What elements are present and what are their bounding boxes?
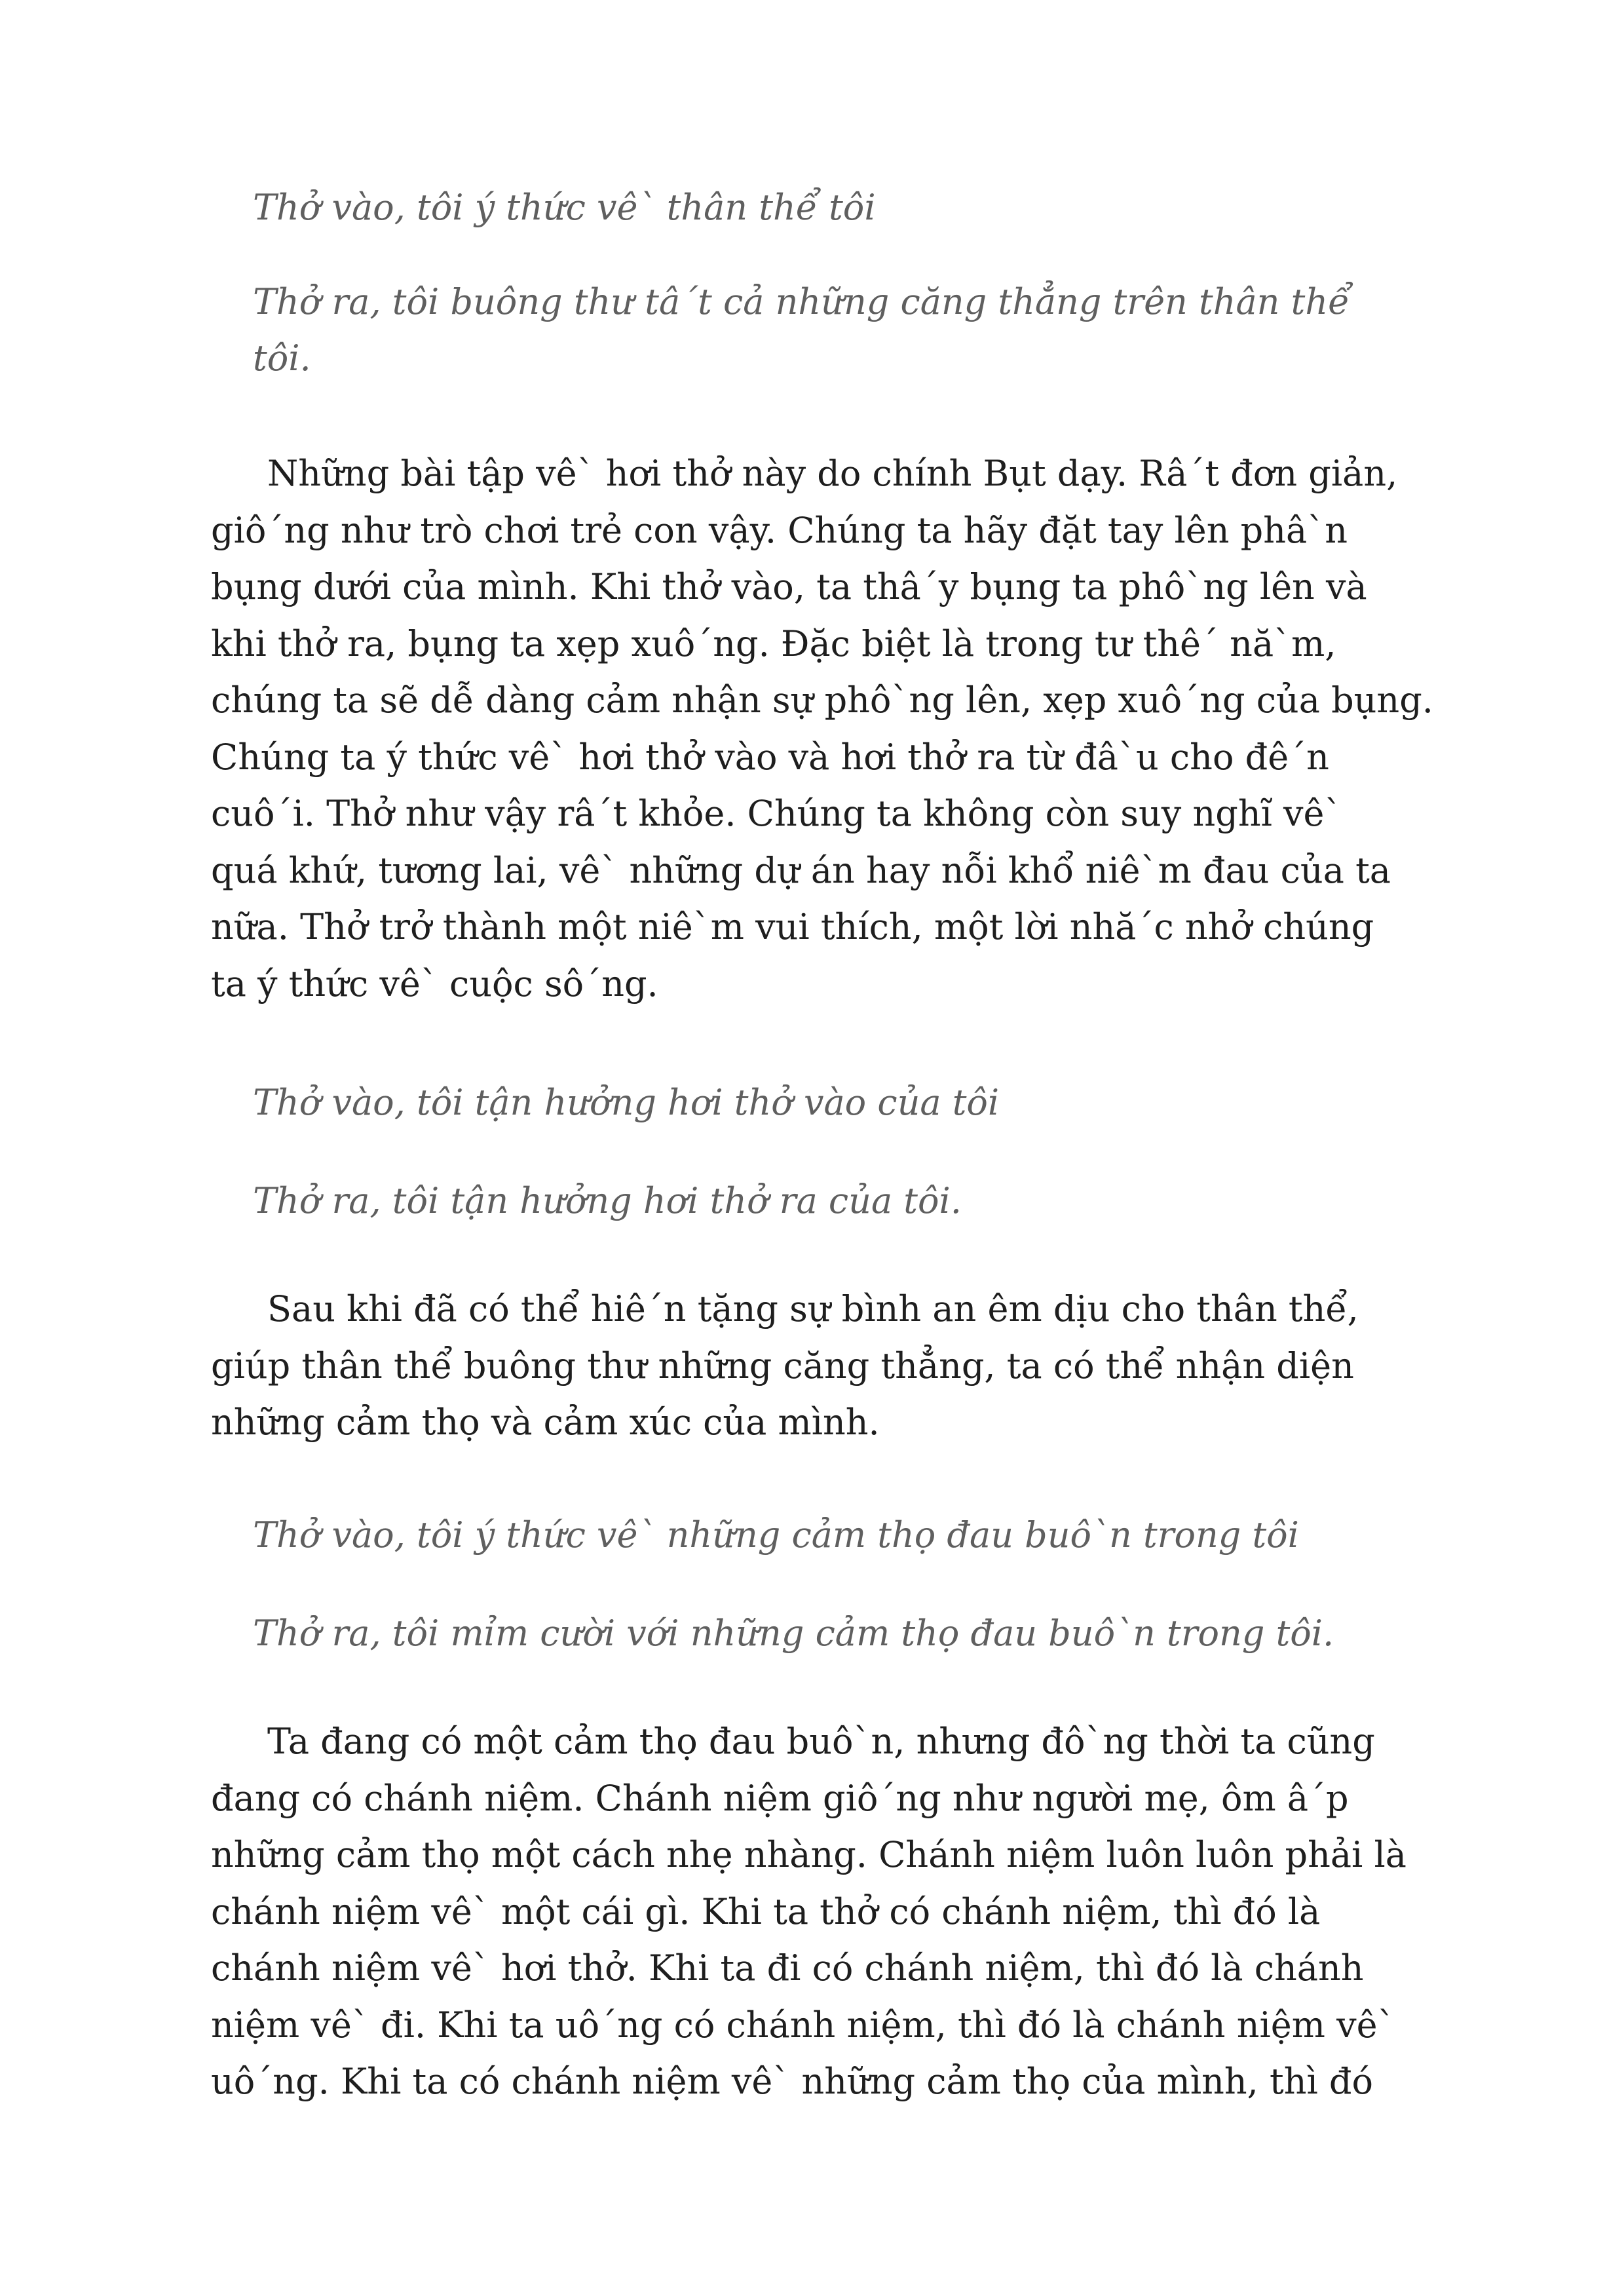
paragraph-line: chúng ta sẽ dễ dàng cảm nhận sự phô`ng lên, xẹp xuô´ng của bụng. <box>211 679 1433 721</box>
verse-exhale-enjoy: Thở ra, tôi tận hưởng hơi thở ra của tôi. <box>253 1180 962 1221</box>
paragraph-line: niệm vê` đi. Khi ta uô´ng có chánh niệm, thì đó là chánh niệm vê` <box>211 2004 1395 2046</box>
paragraph-line: quá khứ, tương lai, vê` những dự án hay nỗi khổ niê`m đau của ta <box>211 849 1391 891</box>
paragraph-line: Những bài tập vê` hơi thở này do chính Bụt dạy. Râ´t đơn giản, <box>267 453 1398 494</box>
paragraph-line: khi thở ra, bụng ta xẹp xuô´ng. Đặc biệt là trong tư thê´ nă`m, <box>211 622 1336 664</box>
verse-exhale-smile: Thở ra, tôi mỉm cười với những cảm thọ đau buô`n trong tôi. <box>253 1613 1334 1654</box>
paragraph-line: chánh niệm vê` một cái gì. Khi ta thở có chánh niệm, thì đó là <box>211 1890 1321 1932</box>
paragraph-line: bụng dưới của mình. Khi thở vào, ta thâ´y bụng ta phô`ng lên và <box>211 566 1367 607</box>
paragraph-mindfulness <box>211 1713 1429 2111</box>
paragraph-line: những cảm thọ và cảm xúc của mình. <box>211 1402 880 1443</box>
verse-inhale-body: Thở vào, tôi ý thức vê` thân thể tôi <box>253 187 876 228</box>
paragraph-line: giúp thân thể buông thư những căng thẳng, ta có thể nhận diện <box>211 1345 1354 1387</box>
paragraph-line: đang có chánh niệm. Chánh niệm giô´ng như người mẹ, ôm â´p <box>211 1777 1349 1819</box>
paragraph-line: chánh niệm vê` hơi thở. Khi ta đi có chánh niệm, thì đó là chánh <box>211 1947 1364 1989</box>
paragraph-line: Chúng ta ý thức vê` hơi thở vào và hơi thở ra từ đâ`u cho đê´n <box>211 736 1329 778</box>
paragraph-line: giô´ng như trò chơi trẻ con vậy. Chúng ta hãy đặt tay lên phâ`n <box>211 509 1348 551</box>
verse-inhale-enjoy: Thở vào, tôi tận hưởng hơi thở vào của tôi <box>253 1082 1000 1123</box>
paragraph-line: uô´ng. Khi ta có chánh niệm vê` những cảm thọ của mình, thì đó <box>211 2061 1373 2102</box>
paragraph-feelings <box>211 1281 1429 1451</box>
paragraph-line: những cảm thọ một cách nhẹ nhàng. Chánh niệm luôn luôn phải là <box>211 1834 1407 1875</box>
paragraph-breathing-exercises <box>211 446 1433 1012</box>
paragraph-line: Sau khi đã có thể hiê´n tặng sự bình an êm dịu cho thân thể, <box>267 1288 1359 1330</box>
verse-inhale-sorrow: Thở vào, tôi ý thức vê` những cảm thọ đau buô`n trong tôi <box>253 1514 1299 1556</box>
verse-exhale-body: Thở ra, tôi buông thư tâ´t cả những căng thẳng trên thân thể tôi. <box>253 281 1350 379</box>
paragraph-line: Ta đang có một cảm thọ đau buô`n, nhưng đô`ng thời ta cũng <box>267 1721 1375 1762</box>
paragraph-line: ta ý thức vê` cuộc sô´ng. <box>211 963 658 1004</box>
paragraph-line: nữa. Thở trở thành một niê`m vui thích, một lời nhă´c nhở chúng <box>211 906 1374 947</box>
paragraph-line: cuô´i. Thở như vậy râ´t khỏe. Chúng ta không còn suy nghĩ vê` <box>211 793 1342 834</box>
